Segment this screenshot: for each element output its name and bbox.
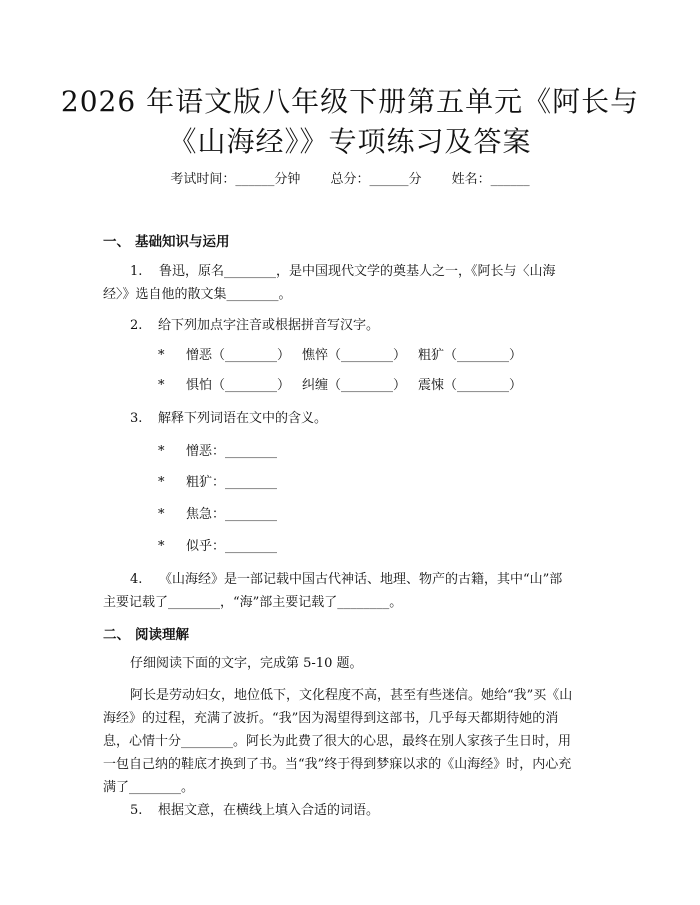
bullet-marker: * xyxy=(158,539,165,554)
question-text: 解释下列词语在文中的含义。 xyxy=(158,411,328,426)
bullet-marker: * xyxy=(158,378,165,393)
question-3 xyxy=(130,407,327,430)
question-text: 根据文意，在横线上填入合适的词语。 xyxy=(158,803,380,818)
question-text: 《山海经》是一部记载中国古代神话、地理、物产的古籍，其中“山”部主要记载了________，“海”部主要记载了________。 xyxy=(103,572,563,610)
section-number: 一、 xyxy=(103,234,130,250)
exam-meta xyxy=(0,168,700,187)
pinyin-item: 憎恶（________） xyxy=(186,348,291,363)
bullet-marker: * xyxy=(158,444,165,459)
question-text: 鲁迅，原名________，是中国现代文学的奠基人之一，《阿长与〈山海经〉》选自他的散文集________。 xyxy=(103,264,556,302)
question-number: 4. xyxy=(130,572,143,587)
definition-item xyxy=(158,505,277,525)
section-heading-reading xyxy=(103,623,189,643)
definition-item xyxy=(158,442,277,462)
question-2 xyxy=(130,314,379,337)
definition-item xyxy=(158,473,277,493)
question-number: 1. xyxy=(130,264,143,279)
exam-score-field: 总分：______分 xyxy=(330,172,422,187)
bullet-marker: * xyxy=(158,475,165,490)
section-heading-basic xyxy=(103,230,230,250)
question-1 xyxy=(103,260,573,306)
pinyin-row-2 xyxy=(158,376,534,396)
definition-text: 粗犷：________ xyxy=(186,475,278,490)
definition-item xyxy=(158,537,277,557)
question-4 xyxy=(103,568,573,614)
pinyin-item: 粗犷（________） xyxy=(418,348,523,363)
pinyin-item: 惧怕（________） xyxy=(186,378,291,393)
pinyin-row-1 xyxy=(158,346,534,366)
question-5 xyxy=(130,799,379,822)
question-text: 给下列加点字注音或根据拼音写汉字。 xyxy=(158,318,380,333)
definition-text: 似乎：________ xyxy=(186,539,278,554)
section-number: 二、 xyxy=(103,627,130,643)
page-title-line-1: 2026 年语文版八年级下册第五单元《阿长与 xyxy=(60,85,640,118)
bullet-marker: * xyxy=(158,507,165,522)
definition-text: 憎恶：________ xyxy=(186,444,278,459)
pinyin-item: 震悚（________） xyxy=(418,378,523,393)
section-title: 阅读理解 xyxy=(135,627,189,643)
student-name-field: 姓名：______ xyxy=(451,172,530,187)
reading-passage: 阿长是劳动妇女，地位低下，文化程度不高，甚至有些迷信。她给“我”买《山海经》的过程，充满了波折。“我”因为渴望得到这部书，几乎每天都期待她的消息，心情十分________。阿长为此费了很大的心思，最终在别人家孩子生日时，用一包自己纳的鞋底才换到了书。当“我”终于得到梦寐以求的《山海经》时，内心充满了________。 xyxy=(103,688,573,795)
pinyin-item: 纠缠（________） xyxy=(302,378,407,393)
bullet-marker: * xyxy=(158,348,165,363)
page-title-line-2: 《山海经》》专项练习及答案 xyxy=(168,125,532,158)
reading-instruction: 仔细阅读下面的文字，完成第 5-10 题。 xyxy=(130,656,363,671)
question-number: 3. xyxy=(130,411,143,426)
question-number: 2. xyxy=(130,318,143,333)
pinyin-item: 憔悴（________） xyxy=(302,348,407,363)
definition-text: 焦急：________ xyxy=(186,507,278,522)
section-title: 基础知识与运用 xyxy=(135,234,230,250)
exam-time-field: 考试时间：______分钟 xyxy=(170,172,301,187)
question-number: 5. xyxy=(130,803,143,818)
